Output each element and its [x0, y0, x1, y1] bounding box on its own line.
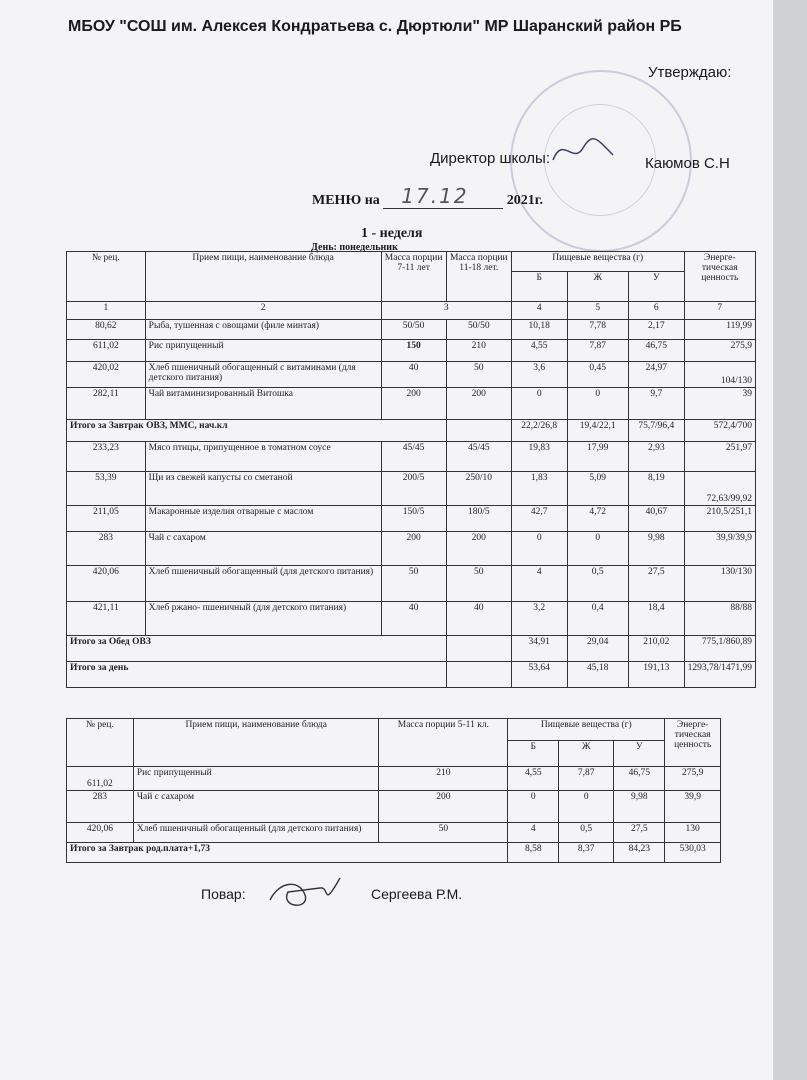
header-nutrients: Пищевые вещества (г)	[511, 252, 684, 272]
carbs-cell: 27,5	[614, 823, 665, 843]
carbs-cell: 40,67	[628, 506, 684, 532]
column-number-row	[67, 302, 756, 320]
mass-cell: 150	[381, 340, 446, 362]
header-carbs: У	[614, 741, 665, 767]
header-carbs: У	[628, 272, 684, 302]
carbs-cell: 9,7	[628, 388, 684, 420]
protein-cell: 53,64	[511, 662, 567, 688]
header-fat: Ж	[559, 741, 614, 767]
fat-cell: 0,45	[567, 362, 628, 388]
table-row	[67, 791, 721, 823]
fat-cell: 29,04	[567, 636, 628, 662]
mass-cell: 200	[446, 388, 511, 420]
fat-cell: 0,5	[559, 823, 614, 843]
lunch-total-row	[67, 636, 756, 662]
energy-cell: 530,03	[665, 843, 721, 863]
menu-year: 2021г.	[506, 193, 544, 208]
fat-cell: 7,87	[567, 340, 628, 362]
menu-table-main	[66, 251, 756, 688]
mass-cell: 200/5	[381, 472, 446, 506]
table-row	[67, 823, 721, 843]
dish-cell: Чай с сахаром	[133, 791, 379, 823]
carbs-cell: 46,75	[614, 767, 665, 791]
fat-cell: 0	[567, 532, 628, 566]
day-label: День: понедельник	[311, 242, 398, 253]
header-name: Прием пищи, наименование блюда	[133, 719, 379, 767]
carbs-cell: 46,75	[628, 340, 684, 362]
carbs-cell: 2,93	[628, 442, 684, 472]
rec-cell: 283	[67, 791, 134, 823]
fat-cell: 7,78	[567, 320, 628, 340]
protein-cell: 4,55	[511, 340, 567, 362]
carbs-cell: 8,19	[628, 472, 684, 506]
carbs-cell: 9,98	[614, 791, 665, 823]
carbs-cell: 2,17	[628, 320, 684, 340]
rec-cell: 282,11	[67, 388, 146, 420]
table-row	[67, 442, 756, 472]
carbs-cell: 18,4	[628, 602, 684, 636]
protein-cell: 0	[511, 388, 567, 420]
energy-cell: 1293,78/1471,99	[684, 662, 755, 688]
total-label: Итого за Обед ОВЗ	[67, 636, 447, 662]
fat-cell: 0,4	[567, 602, 628, 636]
protein-cell: 19,83	[511, 442, 567, 472]
mass-cell: 50	[446, 362, 511, 388]
protein-cell: 4	[511, 566, 567, 602]
date-blank	[383, 184, 503, 209]
menu-prefix: МЕНЮ на	[312, 193, 380, 208]
fat-cell: 8,37	[559, 843, 614, 863]
mass-cell: 200	[446, 532, 511, 566]
col-num: 7	[684, 302, 755, 320]
menu-date-line	[312, 184, 544, 209]
header-mass: Масса порции 5-11 кл.	[379, 719, 508, 767]
header-mass-11-18: Масса порции 11-18 лет.	[446, 252, 511, 302]
dish-cell: Хлеб пшеничный обогащенный с витаминами (для детского питания)	[145, 362, 381, 388]
dish-cell: Рис припущенный	[145, 340, 381, 362]
empty-cell	[446, 636, 511, 662]
energy-cell: 572,4/700	[684, 420, 755, 442]
mass-cell: 150/5	[381, 506, 446, 532]
table-row	[67, 340, 756, 362]
rec-cell: 420,02	[67, 362, 146, 388]
carbs-cell: 210,02	[628, 636, 684, 662]
dish-cell: Хлеб пшеничный обогащенный (для детского питания)	[133, 823, 379, 843]
energy-cell: 39	[684, 388, 755, 420]
energy-cell: 130	[665, 823, 721, 843]
fat-cell: 19,4/22,1	[567, 420, 628, 442]
rec-cell: 420,06	[67, 566, 146, 602]
fat-cell: 0	[559, 791, 614, 823]
total-label: Итого за день	[67, 662, 447, 688]
energy-cell: 251,97	[684, 442, 755, 472]
energy-cell: 72,63/99,92	[684, 472, 755, 506]
table-row	[67, 566, 756, 602]
cook-name: Сергеева Р.М.	[371, 886, 463, 902]
col-num: 3	[381, 302, 511, 320]
mass-cell: 200	[381, 532, 446, 566]
director-signature	[548, 130, 618, 170]
dish-cell: Рыба, тушенная с овощами (филе минтая)	[145, 320, 381, 340]
energy-cell: 39,9/39,9	[684, 532, 755, 566]
col-num: 4	[511, 302, 567, 320]
table-row	[67, 532, 756, 566]
total-label: Итого за Завтрак род.плата+1,73	[67, 843, 508, 863]
mass-cell: 210	[446, 340, 511, 362]
table-row	[67, 506, 756, 532]
director-label: Директор школы:	[430, 150, 550, 167]
rec-cell: 611,02	[67, 340, 146, 362]
day-total-row	[67, 662, 756, 688]
protein-cell: 34,91	[511, 636, 567, 662]
col-num: 1	[67, 302, 146, 320]
mass-cell: 45/45	[381, 442, 446, 472]
protein-cell: 3,6	[511, 362, 567, 388]
mass-cell: 210	[379, 767, 508, 791]
table-row	[67, 320, 756, 340]
mass-cell: 50	[379, 823, 508, 843]
energy-cell: 130/130	[684, 566, 755, 602]
director-name: Каюмов С.Н	[645, 155, 730, 172]
protein-cell: 0	[508, 791, 559, 823]
week-label: 1 - неделя	[361, 226, 423, 241]
empty-cell	[446, 420, 511, 442]
rec-cell: 211,05	[67, 506, 146, 532]
total-row	[67, 843, 721, 863]
header-energy: Энерге-тическая ценность	[684, 252, 755, 302]
carbs-cell: 75,7/96,4	[628, 420, 684, 442]
carbs-cell: 84,23	[614, 843, 665, 863]
table-row	[67, 388, 756, 420]
header-protein: Б	[511, 272, 567, 302]
protein-cell: 4	[508, 823, 559, 843]
dish-cell: Чай с сахаром	[145, 532, 381, 566]
col-num: 2	[145, 302, 381, 320]
rec-cell: 420,06	[67, 823, 134, 843]
dish-cell: Чай витаминизированный Витошка	[145, 388, 381, 420]
mass-cell: 40	[446, 602, 511, 636]
dish-cell: Щи из свежей капусты со сметаной	[145, 472, 381, 506]
breakfast-total-row	[67, 420, 756, 442]
table-row	[67, 767, 721, 791]
dish-cell: Рис припущенный	[133, 767, 379, 791]
energy-cell: 39,9	[665, 791, 721, 823]
header-mass-7-11: Масса порции 7-11 лет	[381, 252, 446, 302]
fat-cell: 5,09	[567, 472, 628, 506]
fat-cell: 0,5	[567, 566, 628, 602]
table-row	[67, 472, 756, 506]
header-energy: Энерге-тическая ценность	[665, 719, 721, 767]
background-edge	[773, 0, 807, 1080]
protein-cell: 42,7	[511, 506, 567, 532]
protein-cell: 4,55	[508, 767, 559, 791]
dish-cell: Хлеб пшеничный обогащенный (для детского питания)	[145, 566, 381, 602]
carbs-cell: 9,98	[628, 532, 684, 566]
table-row	[67, 602, 756, 636]
protein-cell: 22,2/26,8	[511, 420, 567, 442]
protein-cell: 8,58	[508, 843, 559, 863]
rec-cell: 611,02	[67, 767, 134, 791]
mass-cell: 50	[381, 566, 446, 602]
menu-table-paid-breakfast	[66, 718, 721, 863]
mass-cell: 40	[381, 362, 446, 388]
document-title: МБОУ "СОШ им. Алексея Кондратьева с. Дюртюли" МР Шаранский район РБ	[68, 18, 682, 35]
mass-cell: 180/5	[446, 506, 511, 532]
carbs-cell: 191,13	[628, 662, 684, 688]
rec-cell: 53,39	[67, 472, 146, 506]
mass-cell: 45/45	[446, 442, 511, 472]
header-fat: Ж	[567, 272, 628, 302]
fat-cell: 7,87	[559, 767, 614, 791]
protein-cell: 1,83	[511, 472, 567, 506]
header-name: Прием пищи, наименование блюда	[145, 252, 381, 302]
energy-cell: 210,5/251,1	[684, 506, 755, 532]
menu-date: 17.12	[401, 184, 469, 208]
mass-cell: 200	[381, 388, 446, 420]
col-num: 5	[567, 302, 628, 320]
dish-cell: Мясо птицы, припущенное в томатном соусе	[145, 442, 381, 472]
mass-cell: 50	[446, 566, 511, 602]
cook-signature	[260, 870, 350, 915]
table-row	[67, 362, 756, 388]
header-protein: Б	[508, 741, 559, 767]
energy-cell: 104/130	[684, 362, 755, 388]
protein-cell: 3,2	[511, 602, 567, 636]
carbs-cell: 27,5	[628, 566, 684, 602]
rec-cell: 233,23	[67, 442, 146, 472]
fat-cell: 0	[567, 388, 628, 420]
mass-cell: 50/50	[381, 320, 446, 340]
mass-cell: 250/10	[446, 472, 511, 506]
header-rec: № рец.	[67, 719, 134, 767]
cook-label: Повар:	[201, 886, 246, 902]
header-rec: № рец.	[67, 252, 146, 302]
protein-cell: 0	[511, 532, 567, 566]
empty-cell	[446, 662, 511, 688]
mass-cell: 200	[379, 791, 508, 823]
fat-cell: 45,18	[567, 662, 628, 688]
energy-cell: 88/88	[684, 602, 755, 636]
mass-cell: 50/50	[446, 320, 511, 340]
energy-cell: 275,9	[684, 340, 755, 362]
energy-cell: 275,9	[665, 767, 721, 791]
rec-cell: 283	[67, 532, 146, 566]
mass-cell: 40	[381, 602, 446, 636]
approve-label: Утверждаю:	[648, 64, 732, 81]
dish-cell: Хлеб ржано- пшеничный (для детского питания)	[145, 602, 381, 636]
fat-cell: 17,99	[567, 442, 628, 472]
protein-cell: 10,18	[511, 320, 567, 340]
col-num: 6	[628, 302, 684, 320]
dish-cell: Макаронные изделия отварные с маслом	[145, 506, 381, 532]
carbs-cell: 24,97	[628, 362, 684, 388]
header-nutrients: Пищевые вещества (г)	[508, 719, 665, 741]
energy-cell: 775,1/860,89	[684, 636, 755, 662]
rec-cell: 421,11	[67, 602, 146, 636]
total-label: Итого за Завтрак ОВЗ, ММС, нач.кл	[67, 420, 447, 442]
fat-cell: 4,72	[567, 506, 628, 532]
rec-cell: 80,62	[67, 320, 146, 340]
energy-cell: 119,99	[684, 320, 755, 340]
